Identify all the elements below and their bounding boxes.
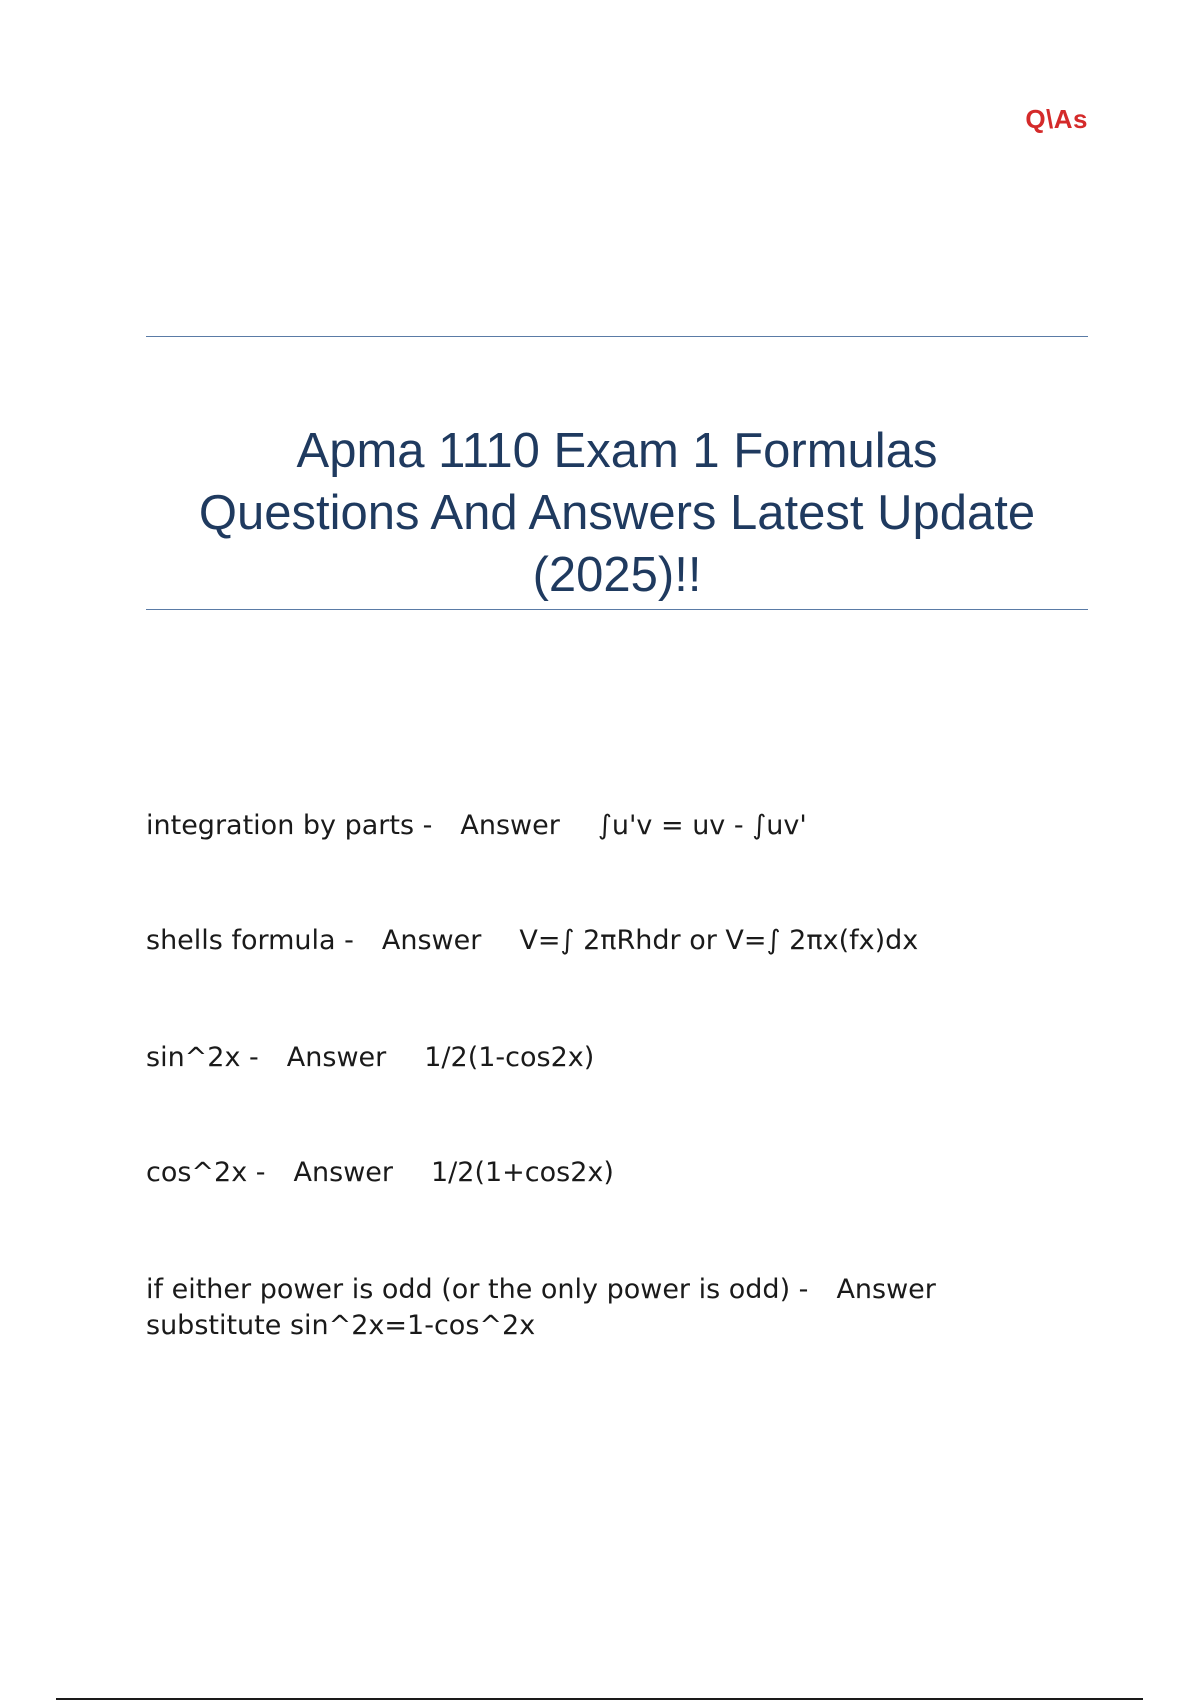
question-text: if either power is odd (or the only power is odd) -	[146, 1274, 809, 1305]
title-bottom-rule	[146, 609, 1088, 610]
answer-label: Answer	[460, 810, 560, 841]
header-tag: Q\As	[1025, 104, 1088, 134]
question-text: integration by parts -	[146, 810, 433, 841]
qa-item	[146, 1155, 614, 1191]
question-text: cos^2x -	[146, 1157, 266, 1188]
answer-label: Answer	[293, 1157, 393, 1188]
answer-text: substitute sin^2x=1-cos^2x	[146, 1310, 536, 1341]
answer-text: 1/2(1+cos2x)	[431, 1157, 614, 1188]
title-line-2: Questions And Answers Latest Update	[198, 486, 1036, 540]
question-text: sin^2x -	[146, 1042, 259, 1073]
answer-label: Answer	[836, 1274, 936, 1305]
qa-item	[146, 1272, 1006, 1344]
qa-item	[146, 1040, 594, 1076]
answer-text: V=∫ 2πRhdr or V=∫ 2πx(fx)dx	[519, 925, 919, 956]
qa-item	[146, 808, 807, 844]
answer-text: 1/2(1-cos2x)	[424, 1042, 595, 1073]
question-text: shells formula -	[146, 925, 354, 956]
answer-label: Answer	[286, 1042, 387, 1073]
title-line-1: Apma 1110 Exam 1 Formulas	[296, 424, 938, 478]
title-line-3: (2025)!!	[532, 548, 702, 602]
document-title	[146, 420, 1088, 606]
qa-item	[146, 923, 918, 959]
title-top-rule	[146, 336, 1088, 337]
answer-text: ∫u'v = uv - ∫uv'	[597, 810, 807, 841]
answer-label: Answer	[381, 925, 482, 956]
